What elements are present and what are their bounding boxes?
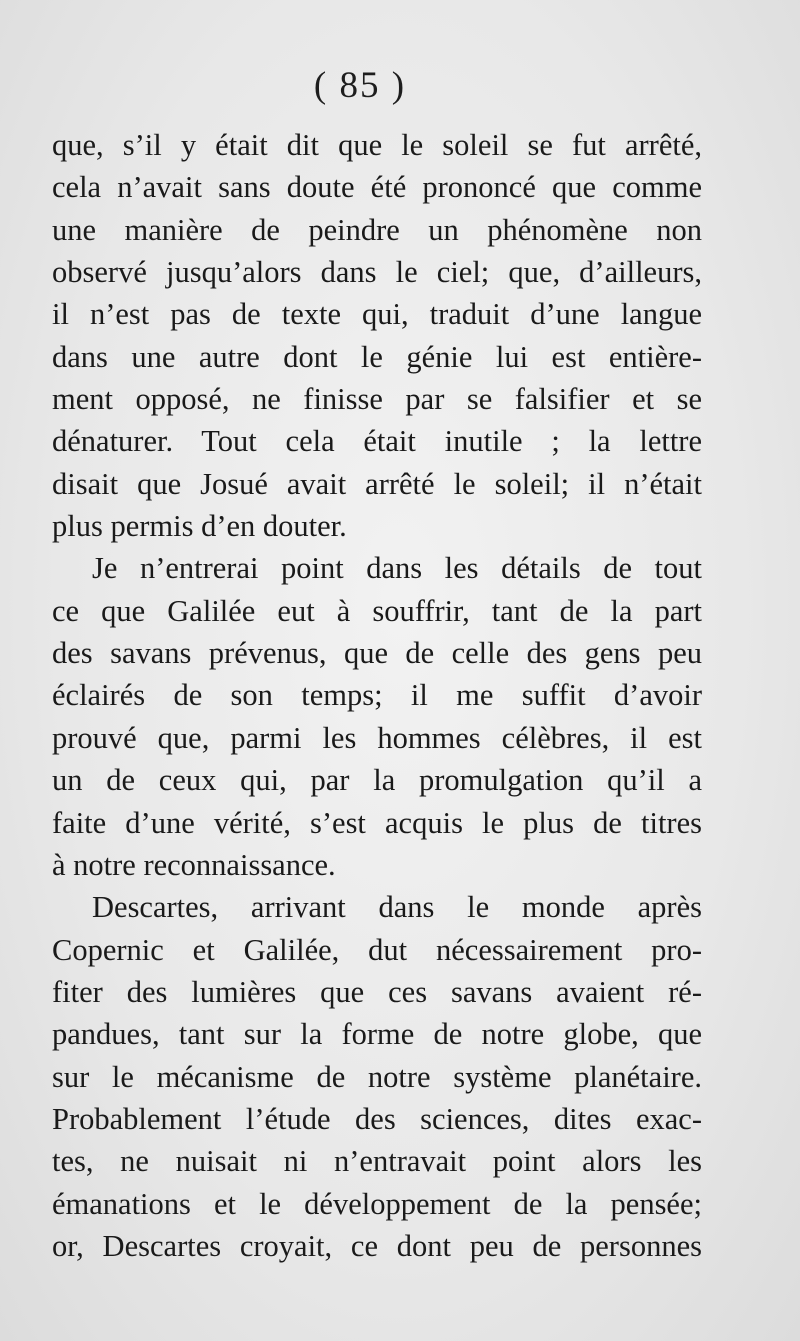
text-line: dans une autre dont le génie lui est entière-: [52, 339, 702, 374]
text-line: des savans prévenus, que de celle des gens peu: [52, 636, 702, 671]
text-line: plus permis d’en douter.: [52, 509, 347, 544]
text-line: émanations et le développement de la pensée;: [52, 1186, 702, 1221]
text-line: Descartes, arrivant dans le monde après: [92, 890, 702, 925]
text-line: dénaturer. Tout cela était inutile ; la lettre: [52, 424, 702, 459]
text-line: cela n’avait sans doute été prononcé que comme: [52, 170, 702, 205]
text-line: Je n’entrerai point dans les détails de tout: [92, 551, 702, 586]
text-line: observé jusqu’alors dans le ciel; que, d’ailleurs,: [52, 255, 702, 290]
text-line: ment opposé, ne finisse par se falsifier et se: [52, 382, 702, 417]
text-line: Probablement l’étude des sciences, dites exac-: [52, 1101, 702, 1136]
text-line: ce que Galilée eut à souffrir, tant de la part: [52, 593, 702, 628]
text-line: prouvé que, parmi les hommes célèbres, il est: [52, 720, 702, 755]
text-line: éclairés de son temps; il me suffit d’avoir: [52, 678, 702, 713]
text-line: fiter des lumières que ces savans avaient ré-: [52, 974, 702, 1009]
text-line: à notre reconnaissance.: [52, 847, 336, 882]
text-line: or, Descartes croyait, ce dont peu de personnes: [52, 1228, 702, 1263]
text-line: que, s’il y était dit que le soleil se fut arrêté,: [52, 128, 702, 162]
text-line: disait que Josué avait arrêté le soleil; il n’était: [52, 466, 702, 501]
page-number: ( 85 ): [313, 65, 407, 106]
text-line: faite d’une vérité, s’est acquis le plus de titres: [52, 805, 702, 840]
text-line: tes, ne nuisait ni n’entravait point alors les: [52, 1144, 702, 1179]
text-line: il n’est pas de texte qui, traduit d’une langue: [52, 297, 702, 332]
text-line: Copernic et Galilée, dut nécessairement pro-: [52, 932, 702, 967]
text-line: une manière de peindre un phénomène non: [52, 212, 702, 247]
body-text: [52, 124, 702, 1267]
text-line: sur le mécanisme de notre système planétaire.: [52, 1059, 702, 1094]
text-line: un de ceux qui, par la promulgation qu’il a: [52, 763, 702, 798]
text-line: pandues, tant sur la forme de notre globe, que: [52, 1017, 702, 1052]
